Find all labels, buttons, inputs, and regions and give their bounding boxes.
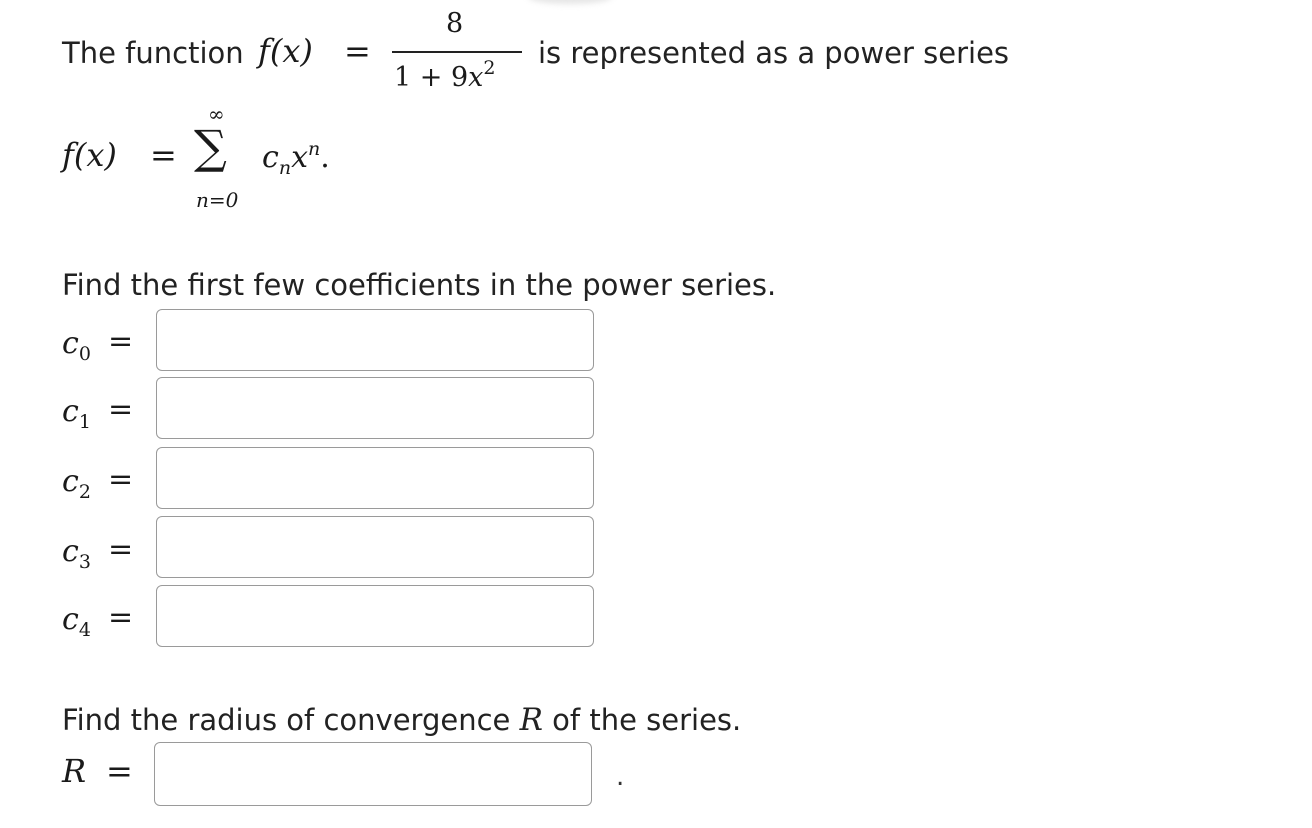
series-coef-sub: n [278, 157, 292, 179]
c2-label: $c_2$ [62, 464, 91, 503]
series-coef: c [262, 140, 279, 175]
intro-trailing-text: is represented as a power series [538, 36, 1010, 70]
series-var-exp: n [307, 138, 321, 160]
top-shadow [528, 0, 612, 4]
denominator-exponent: 2 [483, 57, 496, 79]
c1-label: $c_1$ [62, 394, 91, 433]
c0-input[interactable] [156, 309, 594, 371]
radius-label: R [62, 752, 87, 790]
series-term [262, 138, 330, 179]
sum-upper-limit: ∞ [208, 102, 225, 126]
c1-equals: = [108, 392, 134, 427]
c0-equals: = [108, 324, 134, 359]
series-lhs: f(x) [62, 136, 117, 174]
intro-function-lhs: f(x) [258, 32, 313, 70]
c0-label: $c_0$ [62, 326, 91, 365]
c4-input[interactable] [156, 585, 594, 647]
c1-input[interactable] [156, 377, 594, 439]
c2-equals: = [108, 462, 134, 497]
c3-equals: = [108, 532, 134, 567]
radius-prompt-after: of the series. [552, 703, 742, 737]
sum-lower-limit: n=0 [196, 188, 239, 212]
coefficients-prompt: Find the first few coefficients in the power series. [62, 268, 777, 302]
radius-input[interactable] [154, 742, 592, 806]
series-equals: = [150, 136, 177, 174]
denominator-var: x [468, 62, 484, 93]
fraction-numerator: 8 [446, 8, 464, 39]
c3-input[interactable] [156, 516, 594, 578]
radius-equals: = [106, 752, 133, 790]
fraction-bar [392, 51, 522, 53]
radius-period: . [616, 762, 625, 792]
intro-equals: = [344, 32, 371, 70]
denominator-base: 1 + 9 [394, 62, 469, 93]
radius-symbol: R [519, 702, 543, 738]
fraction-denominator [394, 57, 496, 93]
radius-prompt-before: Find the radius of convergence [62, 703, 511, 737]
c2-input[interactable] [156, 447, 594, 509]
c4-equals: = [108, 600, 134, 635]
radius-prompt [62, 702, 741, 738]
series-period: . [320, 140, 330, 175]
series-var: x [291, 140, 308, 175]
sigma-symbol: ∑ [194, 120, 227, 174]
intro-text: The function [62, 36, 244, 70]
c4-label: $c_4$ [62, 602, 91, 641]
c3-label: $c_3$ [62, 534, 91, 573]
